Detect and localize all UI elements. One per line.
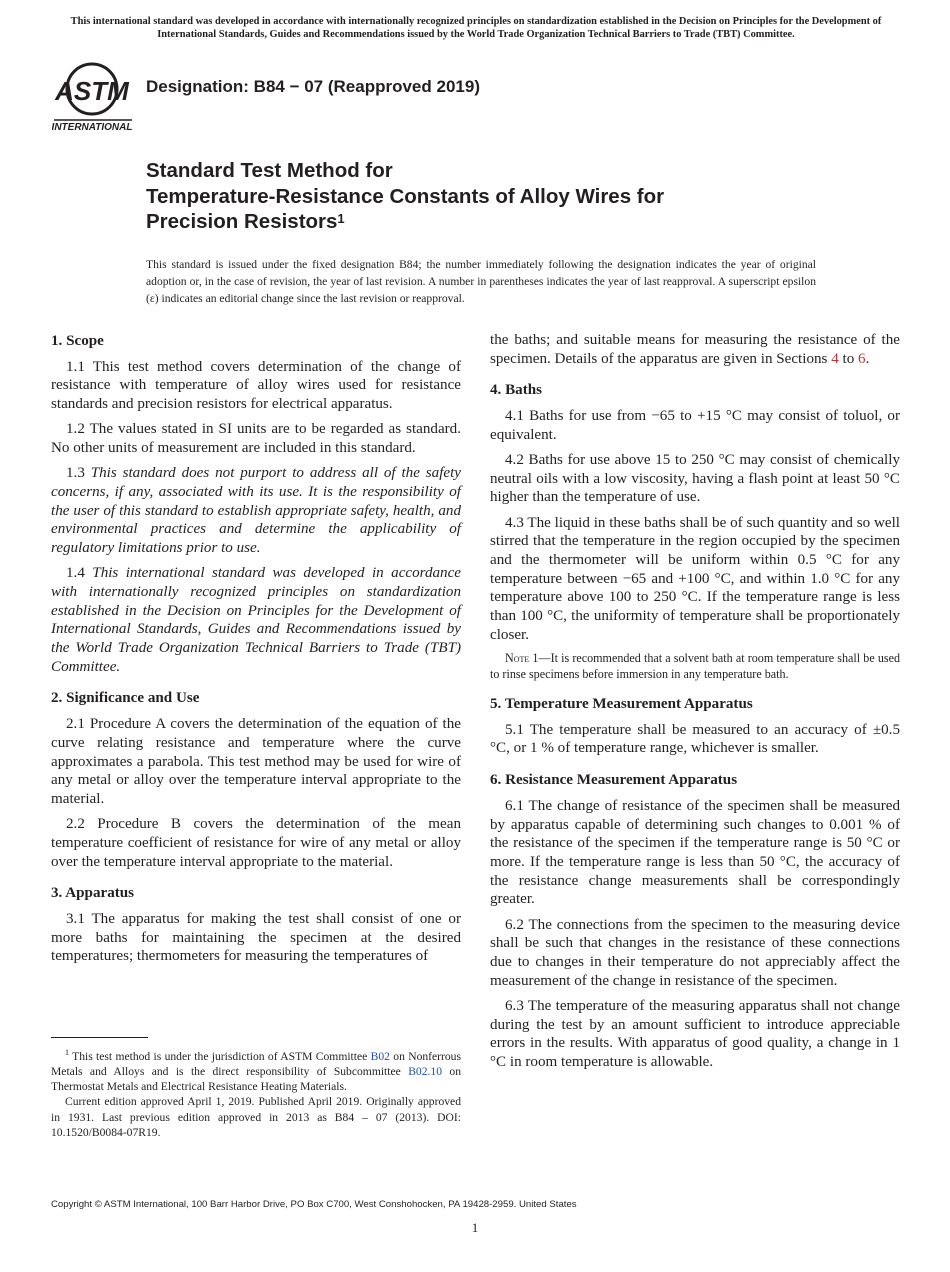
footnote	[51, 1045, 461, 1140]
page-number: 1	[471, 1220, 479, 1235]
paragraph-2-1: 2.1 Procedure A covers the determination of the equation of the curve relating resistance and temperature where the curve approximates a parabola. This test method may be used for wire of any metal or alloy over the temperature interval appropriate to the material.	[51, 716, 461, 807]
left-column	[51, 330, 461, 973]
note-1-text: —It is recommended that a solvent bath at room temperature shall be used to rinse specimens before immersion in any temperature bath.	[490, 651, 900, 681]
designation: Designation: B84 − 07 (Reapproved 2019)	[146, 77, 480, 96]
paragraph-1-3-text: This standard does not purport to address all of the safety concerns, if any, associated with its use. It is the responsibility of the user of this standard to establish appropriate safety, health, and environmental practices and determine the applicability of regulatory limitations prior to use.	[51, 465, 461, 557]
footnote-text-a: This test method is under the jurisdiction of ASTM Committee	[72, 1049, 368, 1063]
paragraph-3-1: 3.1 The apparatus for making the test shall consist of one or more baths for maintaining the specimen at the desired temperatures; thermometers for measuring the temperatures of	[51, 910, 461, 965]
section-heading-apparatus: 3. Apparatus	[51, 885, 135, 902]
title-line-3	[146, 209, 846, 235]
section-heading-baths: 4. Baths	[490, 382, 543, 399]
title-line-2: Temperature-Resistance Constants of Alloy Wires for	[146, 184, 665, 208]
paragraph-1-4-number: 1.4	[66, 565, 85, 582]
paragraph-5-1: 5.1 The temperature shall be measured to an accuracy of ±0.5 °C, or 1 % of temperature range, whichever is smaller.	[490, 721, 900, 757]
note-1-label: Note 1	[505, 651, 539, 666]
tbt-notice: This international standard was developed in accordance with internationally recognized principles on standardization established in the Decision on Principles for the Development of International Standards, Guides and Recommendations issued by the World Trade Organization Technical Barriers to Trade (TBT) Committee.	[70, 16, 882, 40]
footnote-divider	[51, 1037, 148, 1038]
paragraph-6-3: 6.3 The temperature of the measuring apparatus shall not change during the test by an amount sufficient to introduce appreciable errors in the results. With apparatus of good quality, a change in 1 °C in room temperature is allowable.	[490, 997, 900, 1070]
paragraph-2-2: 2.2 Procedure B covers the determination of the mean temperature coefficient of resistance for wire of any metal or alloy over the temperature interval appropriate to the material.	[51, 816, 461, 870]
right-column	[490, 331, 900, 1078]
paragraph-1-1: 1.1 This test method covers determination of the change of resistance with temperature of alloy wires used for resistance standards and precision resistors for electrical apparatus.	[51, 358, 461, 413]
paragraph-4-1: 4.1 Baths for use from −65 to +15 °C may consist of toluol, or equivalent.	[490, 408, 900, 443]
committee-b02-link[interactable]: B02	[370, 1049, 390, 1063]
copyright: Copyright © ASTM International, 100 Barr Harbor Drive, PO Box C700, West Conshohocken, PA 19428-2959. United States	[51, 1199, 577, 1210]
preamble: This standard is issued under the fixed designation B84; the number immediately following the designation indicates the year of original adoption or, in the case of revision, the year of last revision. A number in parentheses indicates the year of last reapproval. A superscript epsilon (ε) indicates an editorial change since the last revision or reapproval.	[146, 258, 816, 305]
paragraph-1-3	[51, 464, 461, 558]
title-line-3-text: Precision Resistors	[146, 210, 338, 233]
footnote-mark: 1	[65, 1048, 69, 1057]
paragraph-3-1-cont-end: .	[865, 350, 870, 367]
footnote-text-b: on Nonferrous Metals and Alloys and is the direct responsibility of Subcommittee	[51, 1049, 461, 1079]
subcommittee-b02-10-link[interactable]: B02.10	[408, 1065, 443, 1079]
paragraph-3-1-continued	[490, 331, 900, 368]
footnote-text-c: on Thermostat Metals and Electrical Resistance Heating Materials.	[51, 1065, 461, 1094]
svg-text:INTERNATIONAL: INTERNATIONAL	[52, 122, 133, 133]
paragraph-1-2: 1.2 The values stated in SI units are to be regarded as standard. No other units of measurement are included in this standard.	[51, 421, 461, 457]
section-heading-scope: 1. Scope	[51, 333, 104, 349]
title-line-1: Standard Test Method for	[146, 159, 393, 182]
paragraph-1-4	[51, 564, 461, 676]
section-heading-resistance-measurement: 6. Resistance Measurement Apparatus	[490, 772, 738, 789]
svg-text:ASTM: ASTM	[55, 76, 129, 106]
paragraph-4-3: 4.3 The liquid in these baths shall be of such quantity and so well stirred that the temperature in the region occupied by the specimen and the thermometer will be uniform within 0.5 °C for any temperature between −65 and +100 °C, and within 1.0 °C for any temperature above 100 to 250 °C. If the temperature range is less than 100 °C, the uniformity of temperature shall be proportionately closer.	[490, 514, 900, 643]
section-heading-temperature-measurement: 5. Temperature Measurement Apparatus	[490, 696, 753, 713]
astm-logo-icon	[52, 56, 136, 134]
paragraph-1-4-text: This international standard was developed in accordance with internationally recognized principles on standardization established in the Decision on Principles for the Development of International Standards, Guides and Recommendations issued by the World Trade Organization Technical Barriers to Trade (TBT) Committee.	[51, 565, 461, 675]
paragraph-4-2: 4.2 Baths for use above 15 to 250 °C may consist of chemically neutral oils with a low viscosity, having a flash point at least 50 °C higher than the temperature of use.	[490, 452, 900, 506]
footnote-edition: Current edition approved April 1, 2019. Published April 2019. Originally approved in 1931. Last previous edition approved in 2013 as B84 – 07 (2013). DOI: 10.1520/B0084-07R19.	[51, 1095, 461, 1139]
section-heading-significance: 2. Significance and Use	[51, 690, 200, 707]
footnote-jurisdiction	[51, 1045, 461, 1094]
note-1	[490, 651, 900, 682]
paragraph-1-3-number: 1.3	[66, 465, 85, 482]
paragraph-3-1-cont-text: the baths; and suitable means for measuring the resistance of the specimen. Details of the apparatus are given in Sections	[490, 332, 900, 367]
paragraph-6-1: 6.1 The change of resistance of the specimen shall be measured by apparatus capable of determining such changes to 0.001 % of the resistance of the specimen if the temperature range is 50 °C or more. If the temperature range is less than 50 °C, the accuracy of the resistance change measurements shall be correspondingly greater.	[490, 797, 900, 908]
section-6-link[interactable]: 6	[858, 350, 866, 367]
paragraph-6-2: 6.2 The connections from the specimen to the measuring device shall be such that changes in the resistance of these connections due to changes in their temperature do not appreciably affect the measurement of the change in resistance of the specimen.	[490, 916, 900, 989]
document-title	[146, 158, 846, 235]
title-footnote-mark: 1	[337, 211, 345, 226]
section-4-link[interactable]: 4	[831, 350, 839, 367]
paragraph-3-1-cont-to: to	[842, 350, 855, 367]
